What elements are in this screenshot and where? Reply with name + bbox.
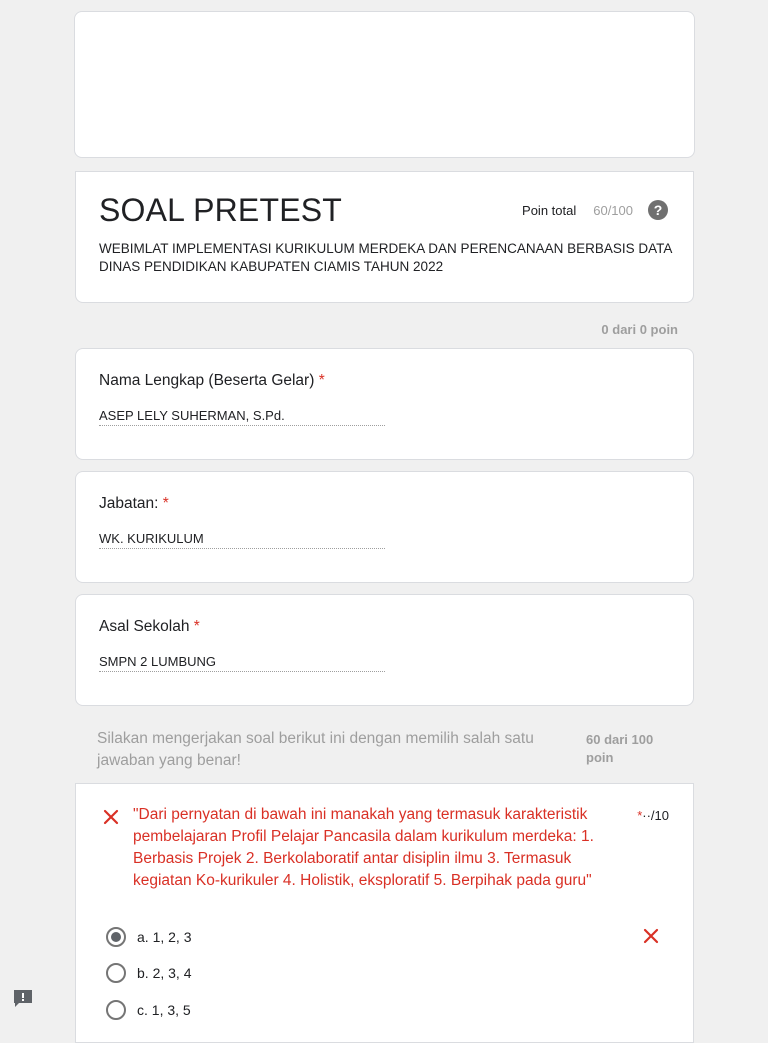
answer-text: WK. KURIKULUM — [99, 531, 385, 549]
question-card-name — [75, 348, 694, 460]
question-points: *··/10 — [637, 808, 669, 823]
form-title-card — [75, 171, 694, 303]
question-label: Jabatan: * — [99, 495, 169, 512]
header-image — [74, 11, 695, 158]
question-label: Asal Sekolah * — [99, 618, 200, 635]
radio-selected[interactable] — [106, 927, 126, 947]
answer-text: SMPN 2 LUMBUNG — [99, 654, 385, 672]
total-points — [522, 200, 668, 220]
question-label: Nama Lengkap (Beserta Gelar) * — [99, 372, 325, 389]
required-marker: * — [637, 808, 643, 823]
close-icon — [642, 927, 660, 945]
option-a[interactable] — [106, 927, 191, 947]
section-description: Silakan mengerjakan soal berikut ini dengan memilih salah satu jawaban yang benar! — [97, 730, 534, 769]
section-score: 0 dari 0 poin — [601, 322, 678, 337]
required-marker: * — [318, 372, 325, 389]
option-b[interactable] — [106, 963, 191, 983]
option-label: c. 1, 3, 5 — [137, 1002, 191, 1018]
question-card-multiple-choice — [75, 783, 694, 1043]
question-text: "Dari pernyatan di bawah ini manakah yang termasuk karakteristik pembelajaran Profil Pelajar Pancasila dalam kurikulum merdeka: 1. Berbasis Projek 2. Berkolaboratif antar disiplin ilmu 3. Termasuk kegiatan Ko-kurikuler 4. Holistik, eksploratif 5. Berpihak pada guru" — [133, 806, 594, 889]
close-icon — [102, 808, 120, 826]
option-label: a. 1, 2, 3 — [137, 929, 192, 945]
option-c[interactable] — [106, 1000, 191, 1020]
help-icon[interactable]: ? — [648, 200, 668, 220]
points-label: Poin total — [522, 202, 577, 218]
section-score: 60 dari 100 poin — [586, 732, 654, 765]
form-title: SOAL PRETEST — [99, 192, 343, 228]
answer-text: ASEP LELY SUHERMAN, S.Pd. — [99, 408, 385, 426]
description-line-1: WEBIMLAT IMPLEMENTASI KURIKULUM MERDEKA DAN PERENCANAAN BERBASIS DATA — [99, 241, 673, 256]
description-line-2: DINAS PENDIDIKAN KABUPATEN CIAMIS TAHUN 2022 — [99, 259, 444, 274]
form-description — [99, 240, 679, 276]
question-card-school — [75, 594, 694, 706]
option-label: b. 2, 3, 4 — [137, 965, 192, 981]
question-card-position — [75, 471, 694, 583]
radio-unselected[interactable] — [106, 1000, 126, 1020]
required-marker: * — [193, 618, 200, 635]
points-value: 60/100 — [593, 202, 633, 218]
required-marker: * — [162, 495, 169, 512]
radio-unselected[interactable] — [106, 963, 126, 983]
feedback-icon[interactable] — [12, 988, 34, 1008]
